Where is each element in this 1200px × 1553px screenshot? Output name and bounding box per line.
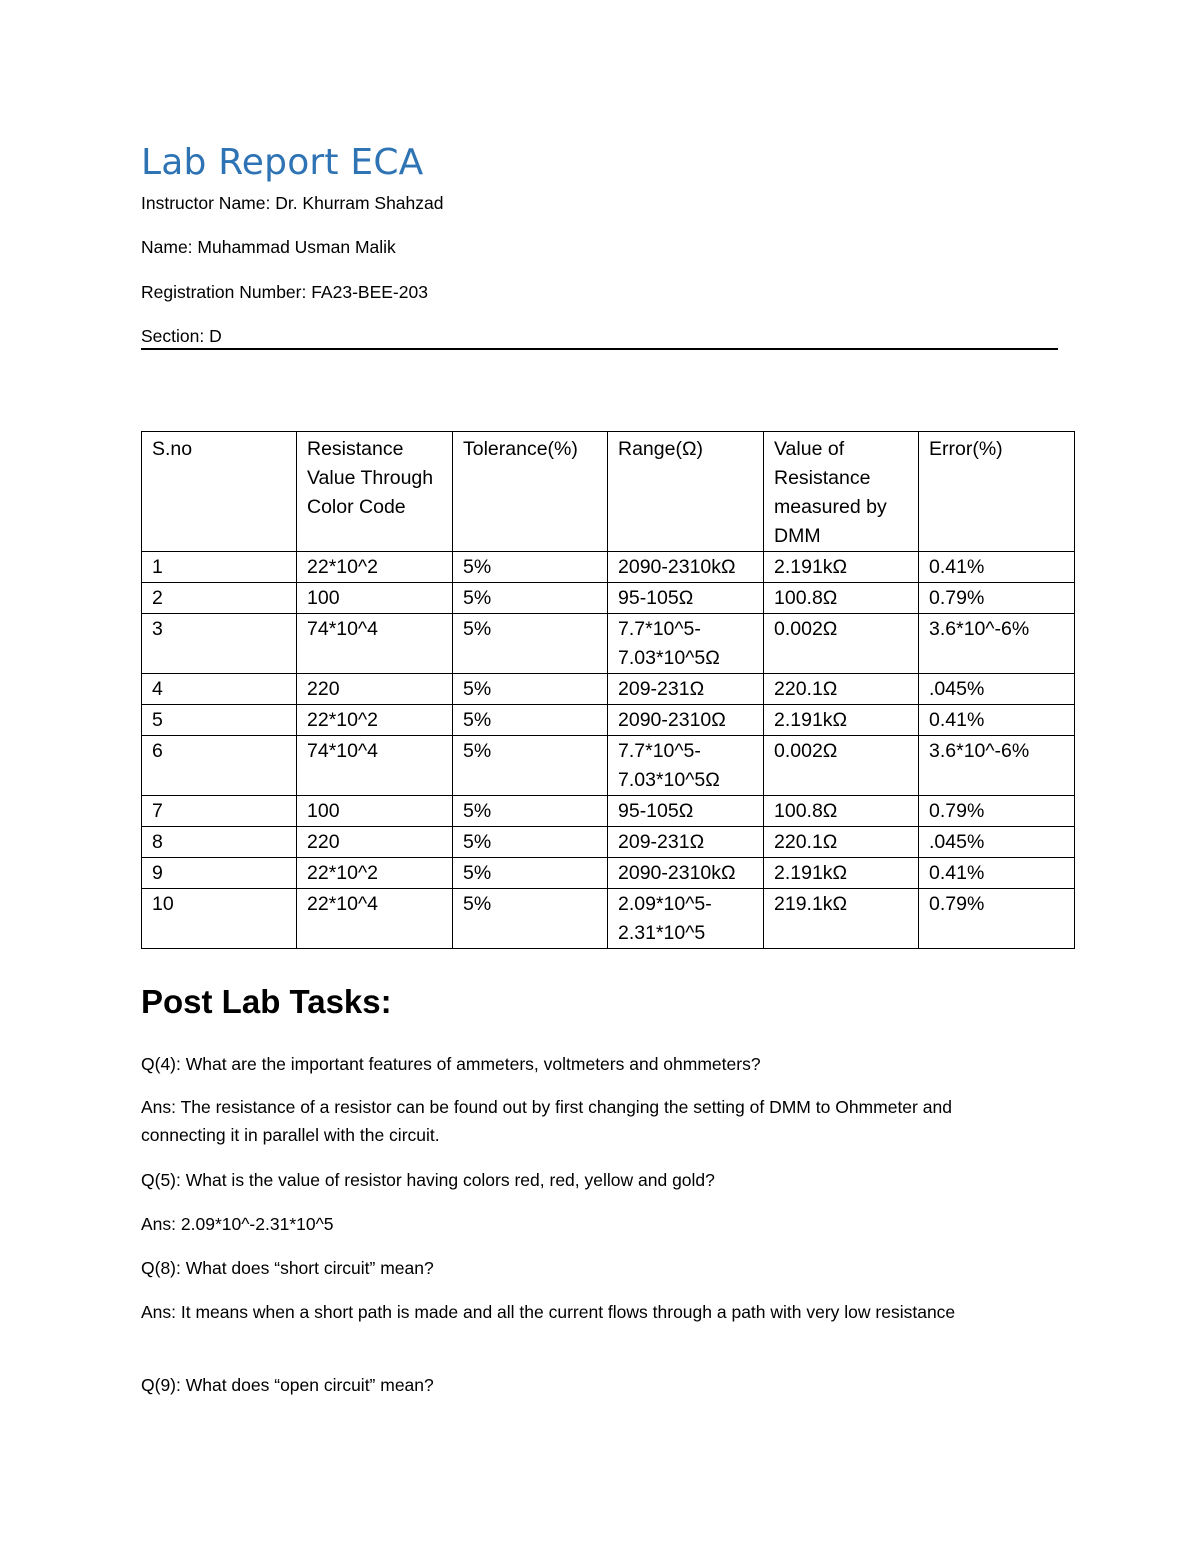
cell-color-code: 100 xyxy=(297,583,453,614)
cell-sno: 7 xyxy=(142,796,297,827)
document-title: Lab Report ECA xyxy=(141,142,424,183)
header-divider xyxy=(141,348,1058,350)
cell-error: 0.41% xyxy=(919,705,1075,736)
cell-color-code: 74*10^4 xyxy=(297,736,453,796)
instructor-name: Instructor Name: Dr. Khurram Shahzad xyxy=(141,193,444,213)
cell-color-code: 22*10^2 xyxy=(297,705,453,736)
cell-sno: 6 xyxy=(142,736,297,796)
cell-sno: 9 xyxy=(142,858,297,889)
cell-tolerance: 5% xyxy=(453,796,608,827)
cell-error: 3.6*10^-6% xyxy=(919,614,1075,674)
answer-5: Ans: 2.09*10^-2.31*10^5 xyxy=(141,1214,334,1234)
cell-sno: 3 xyxy=(142,614,297,674)
table-row xyxy=(142,796,1075,827)
cell-dmm-value: 2.191kΩ xyxy=(764,858,919,889)
table-row xyxy=(142,889,1075,949)
cell-range: 209-231Ω xyxy=(608,674,764,705)
cell-error: .045% xyxy=(919,827,1075,858)
cell-range: 7.7*10^5-7.03*10^5Ω xyxy=(608,614,764,674)
student-name: Name: Muhammad Usman Malik xyxy=(141,237,396,257)
answer-8: Ans: It means when a short path is made and all the current flows through a path with very low resistance xyxy=(141,1302,956,1322)
header-dmm-value: Value of Resistance measured by DMM xyxy=(764,432,919,552)
cell-dmm-value: 220.1Ω xyxy=(764,674,919,705)
cell-dmm-value: 100.8Ω xyxy=(764,796,919,827)
cell-range: 2090-2310kΩ xyxy=(608,552,764,583)
cell-range: 2.09*10^5-2.31*10^5 xyxy=(608,889,764,949)
cell-range: 7.7*10^5-7.03*10^5Ω xyxy=(608,736,764,796)
cell-range: 2090-2310kΩ xyxy=(608,858,764,889)
cell-tolerance: 5% xyxy=(453,858,608,889)
cell-error: 0.79% xyxy=(919,796,1075,827)
cell-dmm-value: 219.1kΩ xyxy=(764,889,919,949)
cell-tolerance: 5% xyxy=(453,736,608,796)
cell-color-code: 22*10^4 xyxy=(297,889,453,949)
cell-sno: 5 xyxy=(142,705,297,736)
cell-color-code: 220 xyxy=(297,827,453,858)
table-row xyxy=(142,736,1075,796)
table-row xyxy=(142,614,1075,674)
question-4: Q(4): What are the important features of ammeters, voltmeters and ohmmeters? xyxy=(141,1054,761,1074)
registration-number: Registration Number: FA23-BEE-203 xyxy=(141,282,428,302)
cell-color-code: 74*10^4 xyxy=(297,614,453,674)
header-range: Range(Ω) xyxy=(608,432,764,552)
cell-error: 0.41% xyxy=(919,552,1075,583)
cell-range: 209-231Ω xyxy=(608,827,764,858)
cell-sno: 1 xyxy=(142,552,297,583)
header-error: Error(%) xyxy=(919,432,1075,552)
question-8: Q(8): What does “short circuit” mean? xyxy=(141,1258,434,1278)
cell-sno: 2 xyxy=(142,583,297,614)
cell-range: 95-105Ω xyxy=(608,583,764,614)
table-row xyxy=(142,552,1075,583)
cell-tolerance: 5% xyxy=(453,552,608,583)
cell-error: 0.79% xyxy=(919,583,1075,614)
cell-range: 2090-2310Ω xyxy=(608,705,764,736)
header-sno: S.no xyxy=(142,432,297,552)
cell-color-code: 100 xyxy=(297,796,453,827)
table-row xyxy=(142,705,1075,736)
cell-tolerance: 5% xyxy=(453,614,608,674)
answer-4: Ans: The resistance of a resistor can be found out by first changing the setting of DMM to Ohmmeter and connecting it in parallel with the circuit. xyxy=(141,1097,952,1145)
table-row xyxy=(142,583,1075,614)
table-header-row xyxy=(142,432,1075,552)
cell-dmm-value: 2.191kΩ xyxy=(764,552,919,583)
table-row xyxy=(142,858,1075,889)
cell-dmm-value: 0.002Ω xyxy=(764,614,919,674)
table-row xyxy=(142,827,1075,858)
cell-tolerance: 5% xyxy=(453,674,608,705)
resistance-table xyxy=(141,431,1075,949)
cell-sno: 4 xyxy=(142,674,297,705)
cell-sno: 10 xyxy=(142,889,297,949)
cell-color-code: 220 xyxy=(297,674,453,705)
cell-tolerance: 5% xyxy=(453,705,608,736)
section-label: Section: D xyxy=(141,326,222,346)
post-lab-heading: Post Lab Tasks: xyxy=(141,983,392,1020)
question-5: Q(5): What is the value of resistor having colors red, red, yellow and gold? xyxy=(141,1170,715,1190)
cell-color-code: 22*10^2 xyxy=(297,858,453,889)
cell-sno: 8 xyxy=(142,827,297,858)
cell-error: 0.41% xyxy=(919,858,1075,889)
cell-dmm-value: 0.002Ω xyxy=(764,736,919,796)
cell-tolerance: 5% xyxy=(453,889,608,949)
cell-color-code: 22*10^2 xyxy=(297,552,453,583)
cell-range: 95-105Ω xyxy=(608,796,764,827)
header-color-code: Resistance Value Through Color Code xyxy=(297,432,453,552)
cell-error: 3.6*10^-6% xyxy=(919,736,1075,796)
question-9: Q(9): What does “open circuit” mean? xyxy=(141,1375,434,1395)
header-tolerance: Tolerance(%) xyxy=(453,432,608,552)
table-row xyxy=(142,674,1075,705)
cell-dmm-value: 100.8Ω xyxy=(764,583,919,614)
cell-dmm-value: 2.191kΩ xyxy=(764,705,919,736)
cell-tolerance: 5% xyxy=(453,583,608,614)
cell-dmm-value: 220.1Ω xyxy=(764,827,919,858)
cell-tolerance: 5% xyxy=(453,827,608,858)
cell-error: 0.79% xyxy=(919,889,1075,949)
cell-error: .045% xyxy=(919,674,1075,705)
